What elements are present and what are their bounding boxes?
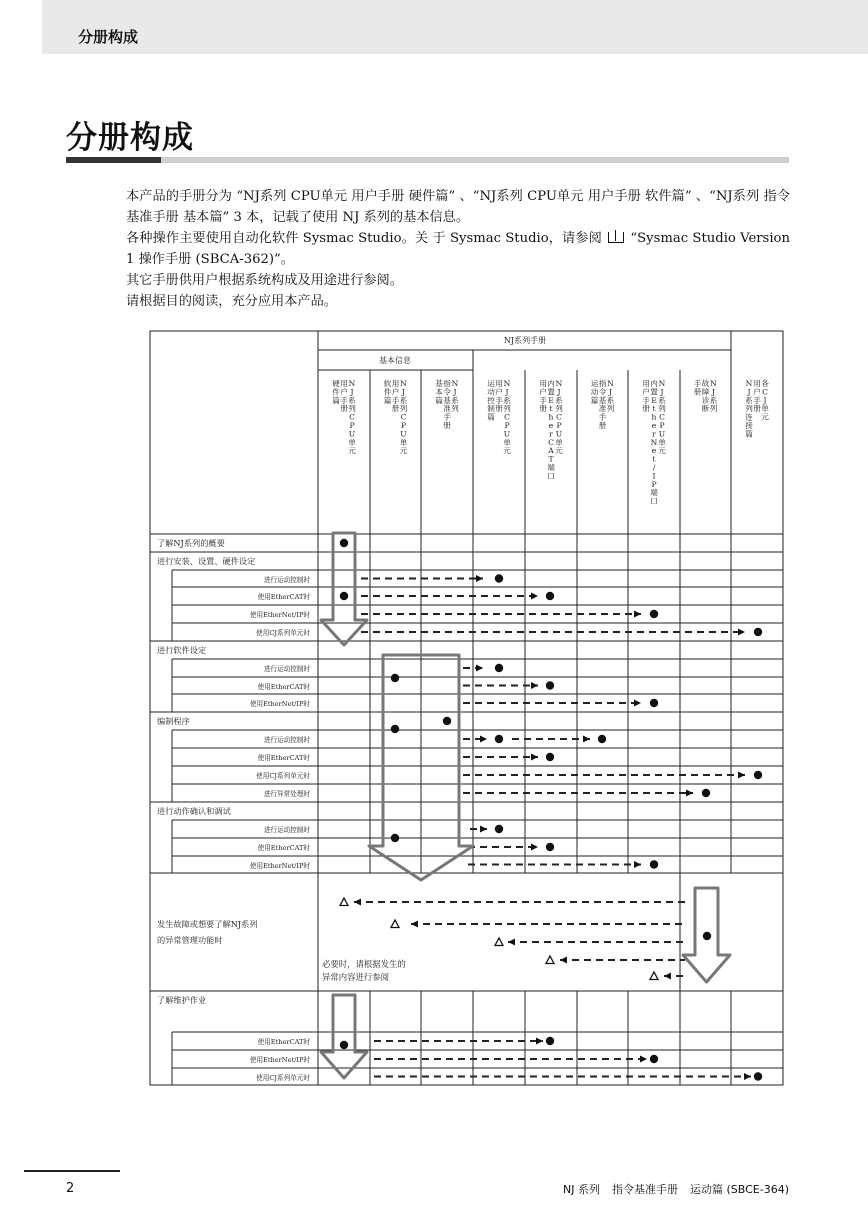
row-label: 进行运动控制时 <box>263 576 310 584</box>
column-header-glyph: / <box>652 463 656 472</box>
column-header-glyph: 篇 <box>590 395 599 405</box>
column-header-glyph: 障 <box>701 387 710 397</box>
column-header-glyph: 接 <box>745 421 753 430</box>
flow-arrow <box>321 533 367 645</box>
column-header-glyph: 篇 <box>435 395 443 405</box>
column-header-glyph: 册 <box>598 421 607 430</box>
column-header-glyph: 系 <box>399 395 408 405</box>
row-label: 使用CJ系列单元时 <box>256 1074 310 1082</box>
column-header-glyph: 用 <box>539 379 547 388</box>
reference-dot <box>391 725 399 733</box>
row-label: 了解NJ系列的概要 <box>157 538 225 548</box>
column-header-glyph: 篇 <box>487 412 495 422</box>
arrow-head <box>634 700 641 707</box>
column-header-glyph: e <box>651 446 657 456</box>
column-header-glyph: N <box>503 379 511 388</box>
column-header-glyph: 指 <box>443 379 451 388</box>
column-header-glyph: 系 <box>503 395 511 405</box>
arrow-head <box>531 682 538 689</box>
reference-dot <box>495 735 503 743</box>
table-frame <box>150 331 783 1085</box>
column-header-glyph: r <box>652 429 656 439</box>
arrow-head <box>508 939 515 946</box>
arrow-head <box>664 973 671 980</box>
arrow-head <box>476 665 483 672</box>
column-header-glyph: A <box>548 446 554 456</box>
arrow-head <box>738 772 745 779</box>
column-header-glyph: 篇 <box>383 395 392 405</box>
column-header-glyph: 系 <box>745 395 753 405</box>
reference-dot <box>495 825 503 833</box>
column-header-glyph: 置 <box>547 387 555 397</box>
column-header-glyph: 元 <box>348 446 356 456</box>
column-header-glyph: N <box>607 379 614 388</box>
column-header-glyph: 系 <box>348 395 356 405</box>
column-header-glyph: 手 <box>443 412 451 422</box>
column-header-glyph: T <box>548 454 554 464</box>
row-label: 使用EtherCAT时 <box>257 683 310 691</box>
column-header-glyph: U <box>555 429 563 439</box>
arrow-head <box>634 611 641 618</box>
column-header-glyph: 单 <box>348 437 356 447</box>
column-header-glyph: J <box>763 395 767 405</box>
row-label: 使用EtherCAT时 <box>257 754 310 762</box>
column-header-glyph: 户 <box>495 387 503 397</box>
column-header-glyph: 硬 <box>332 379 340 388</box>
arrow-head <box>738 629 745 636</box>
column-header-glyph: 册 <box>693 387 702 397</box>
reference-dot <box>650 699 658 707</box>
column-header-glyph: 连 <box>745 412 753 422</box>
column-header-glyph: P <box>651 479 657 489</box>
column-header-glyph: U <box>400 429 407 439</box>
reference-dot <box>754 628 762 636</box>
column-header-glyph: 手 <box>598 412 607 422</box>
column-header-glyph: 篇 <box>745 429 753 439</box>
column-header-glyph: 册 <box>539 404 547 414</box>
column-header-glyph: 基 <box>598 395 607 405</box>
column-header-glyph: 单 <box>555 437 563 447</box>
reference-dot <box>340 592 348 600</box>
row-label: 进行安装、设置、硬件设定 <box>157 556 256 566</box>
column-header-glyph: 系 <box>709 395 718 405</box>
column-header-glyph: 列 <box>658 404 666 414</box>
column-header-glyph: e <box>548 421 554 430</box>
footer-manual: 指令基准手册 <box>611 1183 678 1196</box>
reference-triangle <box>495 938 503 946</box>
column-header-glyph: 基 <box>443 395 451 405</box>
reference-dot <box>495 664 503 672</box>
page-title: 分册构成 <box>66 120 194 156</box>
row-label: 进行运动控制时 <box>263 736 310 744</box>
row-label: 进行运动控制时 <box>263 826 310 834</box>
column-header-glyph: 用 <box>495 379 503 388</box>
row-label: 使用CJ系列单元时 <box>256 629 310 637</box>
column-header-glyph: 列 <box>745 404 753 414</box>
column-header-glyph: C <box>548 437 554 447</box>
row-label: 进行异常处理时 <box>263 790 310 798</box>
column-header-glyph: U <box>658 429 666 439</box>
arrow-head <box>354 899 361 906</box>
column-header-glyph: 户 <box>539 387 547 397</box>
column-header-glyph: 端 <box>547 463 555 472</box>
column-header-glyph: 户 <box>753 387 761 397</box>
column-header-glyph: N <box>745 379 753 388</box>
footer-part: 运动篇 (SBCE-364) <box>689 1183 789 1196</box>
column-header-glyph: 户 <box>642 387 650 397</box>
reference-triangle <box>546 956 554 964</box>
column-header-glyph: 用 <box>753 379 761 388</box>
row-label: 编制程序 <box>157 716 190 726</box>
column-header-glyph: J <box>401 387 406 397</box>
column-header-glyph: 册 <box>443 421 451 430</box>
column-header-glyph: 系 <box>606 395 615 405</box>
column-header-glyph: J <box>711 387 716 397</box>
intro-paragraph: 各种操作主要使用自动化软件 Sysmac Studio。关 于 Sysmac Studio，请参阅 “Sysmac Studio Version 1 操作手册 (SBCA-362)”。 <box>126 231 790 267</box>
reference-dot <box>546 681 554 689</box>
arrow-head <box>744 1073 751 1080</box>
row-label: 的异常管理功能时 <box>157 935 223 945</box>
reference-dot <box>754 771 762 779</box>
row-label: 使用EtherCAT时 <box>257 844 310 852</box>
column-header-glyph: 列 <box>709 404 718 414</box>
row-label: 使用EtherNet/IP时 <box>249 862 310 870</box>
column-header-glyph: 断 <box>701 404 710 414</box>
arrow-head <box>411 921 418 928</box>
column-header-glyph: 手 <box>753 395 761 405</box>
column-header-glyph: N <box>658 379 666 388</box>
arrow-head <box>560 957 567 964</box>
arrow-head <box>634 861 641 868</box>
reference-dot <box>546 1037 554 1045</box>
column-header-glyph: 单 <box>399 437 408 447</box>
column-header-glyph: 手 <box>391 395 400 405</box>
column-header-glyph: t <box>652 404 656 414</box>
arrow-head <box>686 790 693 797</box>
reference-dot <box>546 592 554 600</box>
column-header-glyph: 准 <box>443 404 451 414</box>
column-header-glyph: U <box>348 429 356 439</box>
arrow-head <box>640 1056 647 1063</box>
column-header-glyph: t <box>549 404 553 414</box>
reference-dot <box>754 1072 762 1080</box>
row-label: 使用CJ系列单元时 <box>256 772 310 780</box>
column-header-glyph: J <box>557 387 561 397</box>
row-label: 进行软件设定 <box>157 645 207 655</box>
row-label: 发生故障或想要了解NJ系列 <box>157 919 258 929</box>
column-header-glyph: 系 <box>451 395 459 405</box>
column-header-glyph: 内 <box>547 379 555 388</box>
column-header-glyph: N <box>348 379 356 388</box>
column-header-glyph: 列 <box>606 404 615 414</box>
header-label: 分册构成 <box>78 28 139 46</box>
column-header-glyph: r <box>549 429 553 439</box>
arrow-head <box>480 826 487 833</box>
column-header-glyph: 令 <box>598 387 607 397</box>
column-header-glyph: 置 <box>650 387 658 397</box>
row-label: 进行运动控制时 <box>263 665 310 673</box>
arrow-head <box>583 736 590 743</box>
reference-dot <box>391 834 399 842</box>
arrow-head <box>480 736 487 743</box>
column-header-glyph: 件 <box>383 387 392 397</box>
column-header-glyph: N <box>650 437 658 447</box>
column-header-glyph: 册 <box>753 404 761 414</box>
column-header-glyph: 篇 <box>332 395 340 405</box>
column-header-glyph: 册 <box>642 404 650 414</box>
column-header-glyph: E <box>651 395 657 405</box>
column-header-glyph: 册 <box>495 404 503 414</box>
row-label: 使用EtherNet/IP时 <box>249 1056 310 1064</box>
intro-paragraph: 其它手册供用户根据系统构成及用途进行参阅。 <box>126 273 403 288</box>
reference-dot <box>703 932 711 940</box>
column-header-glyph: C <box>504 412 510 422</box>
column-header-glyph: 手 <box>693 379 702 388</box>
reference-dot <box>650 860 658 868</box>
note-text: 异常内容进行参阅 <box>322 972 389 982</box>
column-header-glyph: 户 <box>391 387 400 397</box>
column-header-glyph: J <box>453 387 457 397</box>
row-label: 了解维护作业 <box>157 995 207 1005</box>
column-header-glyph: 系 <box>555 395 563 405</box>
reference-dot <box>443 717 451 725</box>
column-header-glyph: 元 <box>658 446 666 456</box>
column-header-glyph: 元 <box>399 446 408 456</box>
column-header-glyph: C <box>762 387 768 397</box>
column-header-glyph: 运 <box>487 379 495 388</box>
column-header-glyph: 列 <box>503 404 511 414</box>
column-header-glyph: J <box>747 387 751 397</box>
column-header-glyph: 用 <box>340 379 348 388</box>
column-header-glyph: J <box>608 387 613 397</box>
column-header-glyph: 动 <box>487 387 495 397</box>
column-header-glyph: t <box>652 454 656 464</box>
row-label: 使用EtherNet/IP时 <box>249 611 310 619</box>
column-header-glyph: 指 <box>598 379 607 388</box>
column-header-glyph: N <box>555 379 563 388</box>
reference-triangle <box>340 898 348 906</box>
column-header-glyph: 口 <box>650 496 658 506</box>
footer-series: NJ 系列 <box>563 1183 600 1196</box>
reference-triangle <box>391 920 399 928</box>
column-header-glyph: 件 <box>332 387 340 397</box>
intro-paragraph: 请根据目的阅读，充分应用本产品。 <box>126 294 337 309</box>
note-text: 必要时，请根据发生的 <box>322 959 406 969</box>
column-header-glyph: 户 <box>340 387 348 397</box>
arrow-head <box>476 575 483 582</box>
column-header-glyph: 列 <box>451 404 459 414</box>
reference-dot <box>391 674 399 682</box>
arrow-head <box>531 593 538 600</box>
column-header-glyph: 运 <box>590 379 599 388</box>
column-header-glyph: 列 <box>348 404 356 414</box>
column-header-glyph: 用 <box>642 379 650 388</box>
footer-title <box>551 1181 789 1197</box>
column-header-glyph: 手 <box>642 395 650 405</box>
column-header-glyph: C <box>349 412 355 422</box>
column-header-glyph: J <box>660 387 664 397</box>
column-header-glyph: h <box>651 412 657 422</box>
reference-dot <box>650 1055 658 1063</box>
column-header-glyph: 软 <box>383 379 392 388</box>
column-header-glyph: N <box>710 379 717 388</box>
reference-dot <box>650 610 658 618</box>
column-header-glyph: 册 <box>340 404 348 414</box>
column-header-glyph: U <box>503 429 511 439</box>
column-header-glyph: 列 <box>399 404 408 414</box>
column-header-glyph: N <box>400 379 407 388</box>
arrow-head <box>531 844 538 851</box>
reference-dot <box>340 539 348 547</box>
row-label: 使用EtherCAT时 <box>257 1038 310 1046</box>
reference-dot <box>546 753 554 761</box>
column-header-glyph: E <box>548 395 554 405</box>
column-header-glyph: 单 <box>658 437 666 447</box>
column-header-glyph: 诊 <box>701 395 710 405</box>
group-header: NJ系列手册 <box>503 336 547 345</box>
column-header-glyph: P <box>504 421 510 430</box>
column-header-glyph: e <box>651 421 657 430</box>
column-header-glyph: J <box>350 387 354 397</box>
column-header-glyph: C <box>400 412 407 422</box>
intro-paragraph: 本产品的手册分为 “NJ系列 CPU单元 用户手册 硬件篇” 、“NJ系列 CPU单元 用户手册 软件篇” 、“NJ系列 指令基准手册 基本篇” 3 本，记载了使用 NJ 系列的基本信息。 <box>126 189 790 225</box>
subgroup-header: 基本信息 <box>379 356 411 365</box>
reference-dot <box>702 789 710 797</box>
column-header-glyph: 基 <box>435 379 443 388</box>
reference-dot <box>340 1041 348 1049</box>
column-header-glyph: 端 <box>650 488 658 498</box>
column-header-glyph: h <box>548 412 554 422</box>
column-header-glyph: 系 <box>658 395 666 405</box>
column-header-glyph: 元 <box>503 446 511 456</box>
column-header-glyph: 内 <box>650 379 658 388</box>
column-header-glyph: 列 <box>555 404 563 414</box>
page-number: 2 <box>66 1181 75 1196</box>
column-header-glyph: 手 <box>539 395 547 405</box>
reference-triangle <box>650 972 658 980</box>
column-header-glyph: 手 <box>495 395 503 405</box>
column-header-glyph: 本 <box>435 387 443 397</box>
column-header-glyph: P <box>556 421 562 430</box>
reference-dot <box>546 843 554 851</box>
column-header-glyph: 口 <box>547 471 555 481</box>
arrow-head <box>531 754 538 761</box>
column-header-glyph: N <box>451 379 459 388</box>
column-header-glyph: I <box>652 471 656 481</box>
flow-arrow <box>321 995 367 1078</box>
reference-dot <box>598 735 606 743</box>
column-header-glyph: 令 <box>443 387 451 397</box>
column-header-glyph: 元 <box>555 446 563 456</box>
column-header-glyph: 动 <box>590 387 599 397</box>
column-header-glyph: P <box>349 421 355 430</box>
column-header-glyph: 单 <box>503 437 511 447</box>
footer-rule <box>24 1170 120 1172</box>
column-header-glyph: C <box>556 412 562 422</box>
arrow-head <box>536 1038 543 1045</box>
row-label: 进行动作确认和调试 <box>157 806 231 816</box>
column-header-glyph: J <box>505 387 509 397</box>
column-header-glyph: 故 <box>701 379 710 388</box>
column-header-glyph: 用 <box>391 379 400 388</box>
column-header-glyph: 各 <box>761 379 769 388</box>
column-header-glyph: 手 <box>340 395 348 405</box>
column-header-glyph: 单 <box>761 404 769 414</box>
column-header-glyph: 元 <box>761 412 769 422</box>
column-header-glyph: 控 <box>487 395 495 405</box>
column-header-glyph: C <box>659 412 665 422</box>
column-header-glyph: 准 <box>598 404 607 414</box>
column-header-glyph: 制 <box>487 404 495 414</box>
row-label: 使用EtherNet/IP时 <box>249 700 310 708</box>
column-header-glyph: P <box>659 421 665 430</box>
column-header-glyph: 册 <box>391 404 400 414</box>
row-label: 使用EtherCAT时 <box>257 593 310 601</box>
column-header-glyph: P <box>400 421 407 430</box>
reference-dot <box>495 574 503 582</box>
